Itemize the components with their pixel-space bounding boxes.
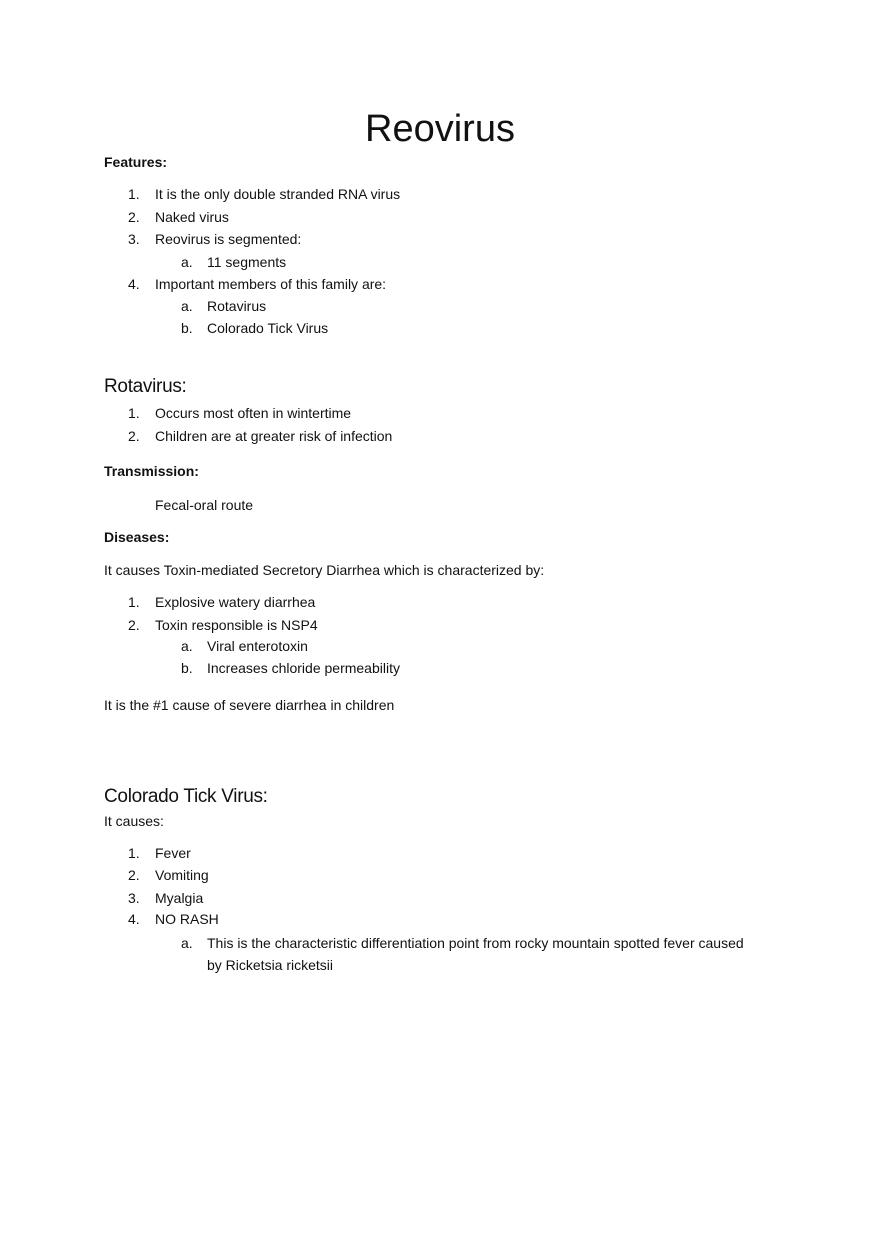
sublist-letter: a. — [181, 638, 193, 654]
sublist-letter: a. — [181, 254, 193, 270]
list-item: NO RASH — [155, 911, 219, 927]
sublist-item: This is the characteristic differentiation point from rocky mountain spotted fever caused — [207, 935, 744, 951]
sublist-item: Viral enterotoxin — [207, 638, 308, 654]
sublist-letter: a. — [181, 935, 193, 951]
list-item: Myalgia — [155, 890, 204, 906]
list-number: 1. — [128, 186, 140, 202]
list-item: Naked virus — [155, 209, 229, 225]
list-number: 2. — [128, 209, 140, 225]
colorado-intro: It causes: — [104, 813, 164, 829]
list-number: 3. — [128, 231, 140, 247]
diseases-intro: It causes Toxin-mediated Secretory Diarrhea which is characterized by: — [104, 562, 545, 578]
transmission-heading: Transmission: — [104, 463, 199, 479]
list-number: 1. — [128, 594, 140, 610]
sublist-item: Colorado Tick Virus — [207, 320, 329, 336]
list-item: It is the only double stranded RNA virus — [155, 186, 401, 202]
list-item: Toxin responsible is NSP4 — [155, 617, 318, 633]
list-item: Children are at greater risk of infection — [155, 428, 393, 444]
list-item: Important members of this family are: — [155, 276, 387, 292]
sublist-item: Rotavirus — [207, 298, 267, 314]
list-number: 1. — [128, 405, 140, 421]
list-item: Occurs most often in wintertime — [155, 405, 352, 421]
page-title: Reovirus — [365, 108, 515, 150]
features-heading: Features: — [104, 154, 168, 170]
sublist-letter: a. — [181, 298, 193, 314]
list-number: 1. — [128, 845, 140, 861]
transmission-text: Fecal-oral route — [155, 497, 254, 513]
sublist-letter: b. — [181, 320, 193, 336]
list-item: Fever — [155, 845, 191, 861]
list-number: 2. — [128, 867, 140, 883]
list-number: 4. — [128, 276, 140, 292]
list-item: Vomiting — [155, 867, 209, 883]
sublist-item: 11 segments — [207, 254, 287, 270]
colorado-heading: Colorado Tick Virus: — [104, 786, 268, 807]
list-number: 2. — [128, 617, 140, 633]
list-number: 4. — [128, 911, 140, 927]
sublist-item-continuation: by Ricketsia ricketsii — [207, 957, 334, 973]
diseases-heading: Diseases: — [104, 529, 170, 545]
sublist-letter: b. — [181, 660, 193, 676]
list-number: 3. — [128, 890, 140, 906]
list-item: Reovirus is segmented: — [155, 231, 302, 247]
closing-text: It is the #1 cause of severe diarrhea in children — [104, 697, 395, 713]
sublist-item: Increases chloride permeability — [207, 660, 400, 676]
list-number: 2. — [128, 428, 140, 444]
rotavirus-heading: Rotavirus: — [104, 376, 187, 397]
list-item: Explosive watery diarrhea — [155, 594, 316, 610]
